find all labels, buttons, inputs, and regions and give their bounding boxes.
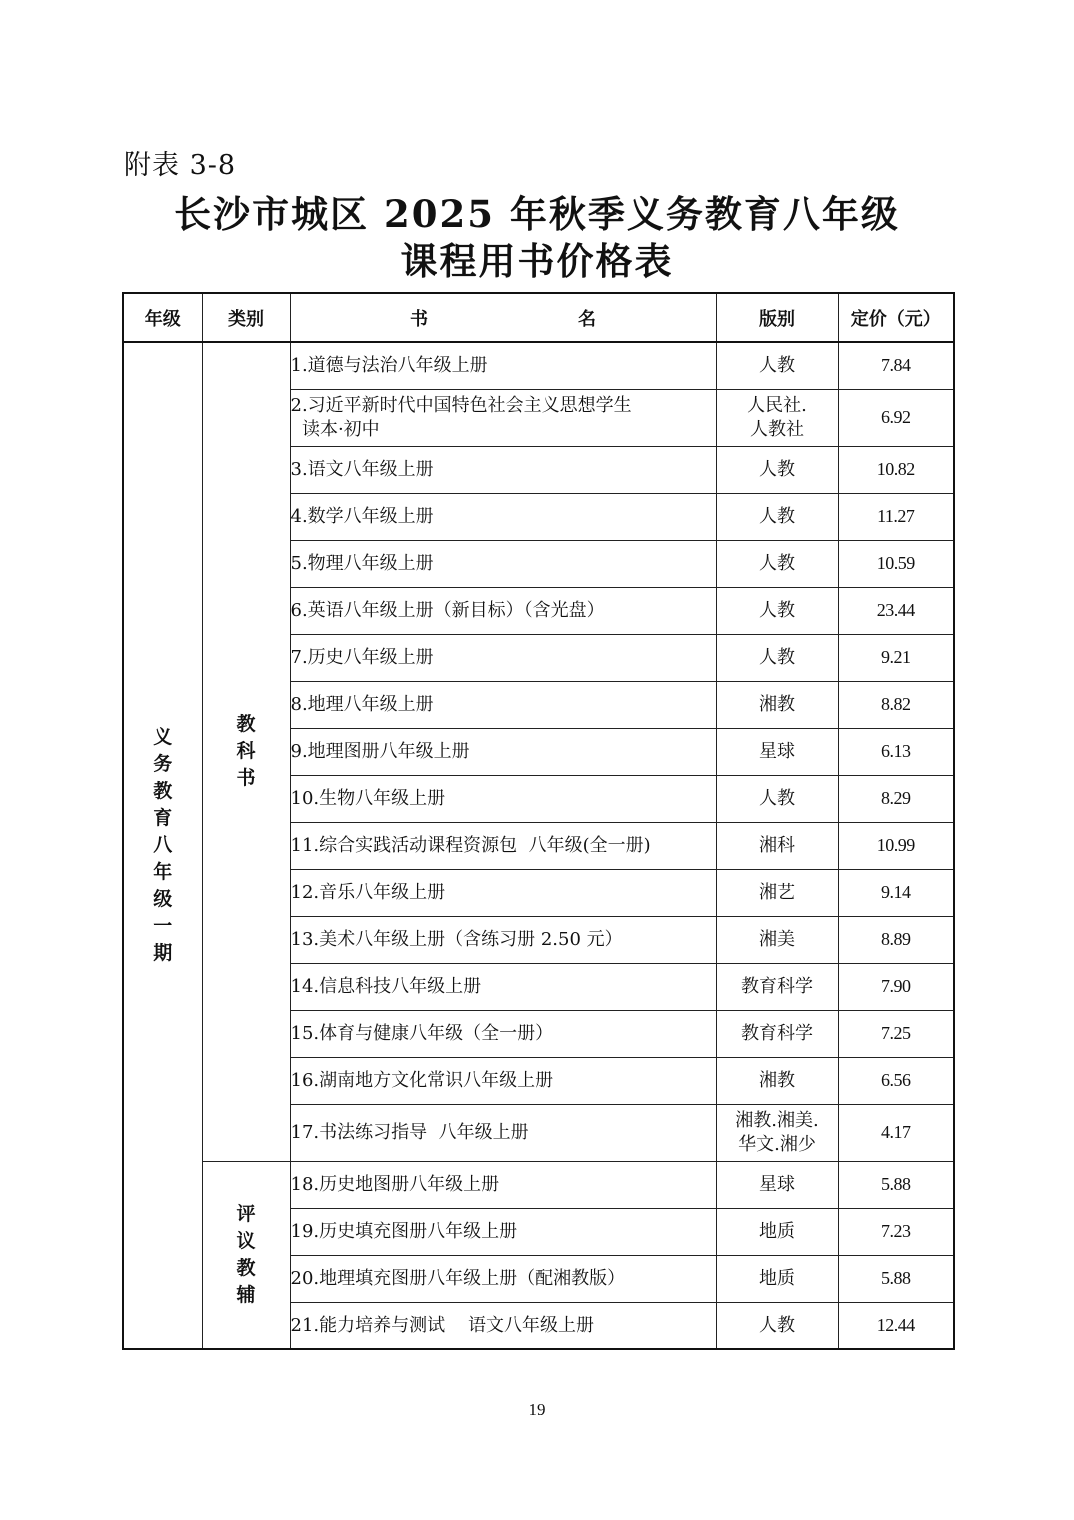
- publisher: 湘教: [716, 681, 838, 728]
- book-name: 20.地理填充图册八年级上册（配湘教版）: [290, 1255, 716, 1302]
- book-name: 9.地理图册八年级上册: [290, 728, 716, 775]
- header-book-name-a: 书: [410, 308, 428, 330]
- price: 10.59: [838, 540, 954, 587]
- publisher: 湘教.湘美. 华文.湘少: [716, 1104, 838, 1161]
- grade-cell: [123, 342, 202, 1349]
- header-category: 类别: [202, 293, 290, 342]
- book-name: 15.体育与健康八年级（全一册）: [290, 1010, 716, 1057]
- price: 6.13: [838, 728, 954, 775]
- price: 8.29: [838, 775, 954, 822]
- book-name: 19.历史填充图册八年级上册: [290, 1208, 716, 1255]
- grade-label: 义 务 教 育 八 年 级 一 期: [153, 726, 173, 964]
- price: 8.82: [838, 681, 954, 728]
- publisher: 人教: [716, 775, 838, 822]
- table-row: [123, 1161, 954, 1208]
- category-cell: [202, 342, 290, 1161]
- price: 6.92: [838, 389, 954, 446]
- page-number: 19: [528, 1400, 546, 1419]
- book-name: 16.湖南地方文化常识八年级上册: [290, 1057, 716, 1104]
- publisher: 地质: [716, 1208, 838, 1255]
- publisher: 人教: [716, 446, 838, 493]
- book-name: 12.音乐八年级上册: [290, 869, 716, 916]
- publisher: 星球: [716, 728, 838, 775]
- appendix-label: 附表 3-8: [124, 150, 237, 181]
- header-book-name-b: 名: [578, 308, 596, 330]
- price: 7.23: [838, 1208, 954, 1255]
- price: 6.56: [838, 1057, 954, 1104]
- price: 7.84: [838, 342, 954, 389]
- book-name: 2.习近平新时代中国特色社会主义思想学生 读本·初中: [290, 389, 716, 446]
- header-publisher: 版别: [716, 293, 838, 342]
- table-row: [123, 342, 954, 389]
- book-name: 6.英语八年级上册（新目标）（含光盘）: [290, 587, 716, 634]
- book-name: 10.生物八年级上册: [290, 775, 716, 822]
- publisher: 人教: [716, 493, 838, 540]
- header-book-name: [290, 293, 716, 342]
- page-title-line1: 长沙市城区 2025 年秋季义务教育八年级: [174, 192, 900, 236]
- price: 7.25: [838, 1010, 954, 1057]
- publisher: 人民社. 人教社: [716, 389, 838, 446]
- book-name: 4.数学八年级上册: [290, 493, 716, 540]
- book-name: 17.书法练习指导 八年级上册: [290, 1104, 716, 1161]
- publisher: 湘艺: [716, 869, 838, 916]
- category-cell: [202, 1161, 290, 1349]
- price: 10.82: [838, 446, 954, 493]
- page-title-line2: 课程用书价格表: [400, 239, 674, 283]
- publisher: 人教: [716, 540, 838, 587]
- price: 5.88: [838, 1161, 954, 1208]
- book-name: 7.历史八年级上册: [290, 634, 716, 681]
- book-name: 3.语文八年级上册: [290, 446, 716, 493]
- price: 11.27: [838, 493, 954, 540]
- book-name: 11.综合实践活动课程资源包 八年级(全一册): [290, 822, 716, 869]
- publisher: 教育科学: [716, 1010, 838, 1057]
- price: 7.90: [838, 963, 954, 1010]
- header-price: 定价（元）: [838, 293, 954, 342]
- price: 8.89: [838, 916, 954, 963]
- publisher: 湘美: [716, 916, 838, 963]
- price: 9.14: [838, 869, 954, 916]
- price: 5.88: [838, 1255, 954, 1302]
- book-name: 14.信息科技八年级上册: [290, 963, 716, 1010]
- publisher: 人教: [716, 634, 838, 681]
- book-name: 8.地理八年级上册: [290, 681, 716, 728]
- book-name: 5.物理八年级上册: [290, 540, 716, 587]
- category-label: 评 议 教 辅: [236, 1202, 256, 1306]
- publisher: 人教: [716, 587, 838, 634]
- book-name: 21.能力培养与测试 语文八年级上册: [290, 1302, 716, 1349]
- header-grade: 年级: [123, 293, 202, 342]
- book-name: 13.美术八年级上册（含练习册 2.50 元）: [290, 916, 716, 963]
- publisher: 星球: [716, 1161, 838, 1208]
- price-table: [122, 292, 955, 1350]
- publisher: 湘教: [716, 1057, 838, 1104]
- publisher: 湘科: [716, 822, 838, 869]
- publisher: 人教: [716, 342, 838, 389]
- price: 23.44: [838, 587, 954, 634]
- price: 10.99: [838, 822, 954, 869]
- category-label: 教 科 书: [236, 713, 256, 790]
- book-name: 1.道德与法治八年级上册: [290, 342, 716, 389]
- book-name: 18.历史地图册八年级上册: [290, 1161, 716, 1208]
- publisher: 教育科学: [716, 963, 838, 1010]
- publisher: 人教: [716, 1302, 838, 1349]
- price: 12.44: [838, 1302, 954, 1349]
- price: 9.21: [838, 634, 954, 681]
- price: 4.17: [838, 1104, 954, 1161]
- header-row: [123, 293, 954, 342]
- publisher: 地质: [716, 1255, 838, 1302]
